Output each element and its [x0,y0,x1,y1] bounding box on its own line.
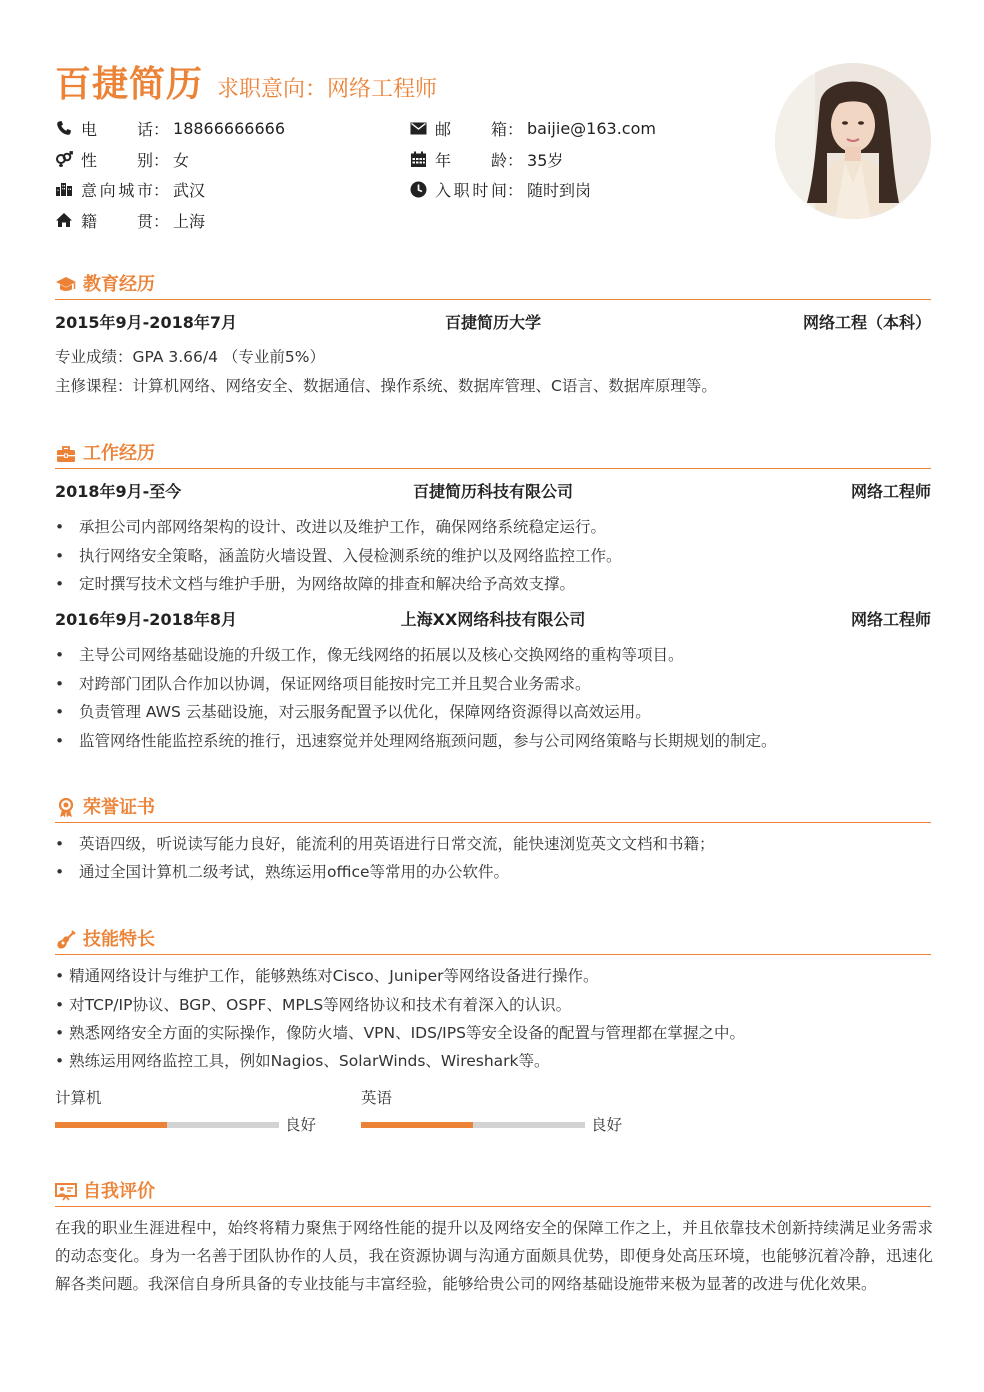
phone-label: 电话 [81,119,153,139]
info-city: 意向城市 ： 武汉 [55,178,205,200]
medal-icon [55,798,77,818]
email-label: 邮箱 [435,119,507,139]
skill-bar-fill [55,1122,167,1128]
section-work-header [55,443,931,469]
job-company: 百捷简历科技有限公司 [412,482,573,501]
section-education-header [55,274,931,300]
skill-bar [361,1122,585,1128]
skill-bar-name: 计算机 [55,1089,102,1107]
info-phone: 电话 ： 18866666666 [55,117,285,139]
resume-page: 百捷简历 求职意向：网络工程师 电话 ： 18866666666 性别 ： 女 意向城市 ： 武汉 籍贯 ： 上海 邮箱 ： baijie@163.com 年龄 ： 35岁 入职时间 ： 随时到岗 教育经历 2015年9月-2018年7月 百捷简历大学 网络工程（本科） 专业成绩：GPA 3.66/4 （专业前5%） 主修课程：计算机网络、网络安全、数据通信、操作系统、数据库管理、C语言、数据库原理等。 工作经历 2018年9月-至今 百捷简历科技有限公司 网络工程师 • 承担公司内部网络架构的设计、改进以及维护工作，确保网络系统稳定运行。 • 执行网络安全策略，涵盖防火墙设置、入侵检测系统的维护以及网络监控工作。 • 定时撰写技术文档与维护手册，为网络故障的排查和解决给予高效支撑。 2016年9月-2018年8月 上海XX网络科技有限公司 网络工程师 • 主导公司网络基础设施的升级工作，像无线网络的拓展以及核心交换网络的重构等项目。 • 对跨部门团队合作加以协调，保证网络项目能按时完工并且契合业务需求。 • 负责管理 AWS 云基础设施，对云服务配置予以优化，保障网络资源得以高效运用。 • 监管网络性能监控系统的推行，迅速察觉并处理网络瓶颈问题，参与公司网络策略与长期规划的制定。 荣誉证书 • 英语四级，听说读写能力良好，能流利的用英语进行日常交流，能快速浏览英文文档和书籍； • 通过全国计算机二级考试，熟练运用office等常用的办公软件。 技能特长 • 精通网络设计与维护工作，能够熟练对Cisco、Juniper等网络设备进行操作。 • 对TCP/IP协议、BGP、OSPF、MPLS等网络协议和技术有着深入的认识。 • 熟悉网络安全方面的实际操作，像防火墙、VPN、IDS/IPS等安全设备的配置与管理都在掌握之中。 • 熟练运用网络监控工具，例如Nagios、SolarWinds、Wireshark等。 计算机 良好 英语 良好 自我评价 在我的职业生涯进程中，始终将精力聚焦于网络性能的提升以及网络安全的保障工作之上，并且依靠技术创新持续满足业务需求的动态变化。身为一名善于团队协作的人员，我在资源协调与沟通方面颇具优势，即便身处高压环境，也能够沉着冷静，迅速化解各类问题。我深信自身所具备的专业技能与丰富经验，能够给贵公司的网络基础设施带来极为显著的改进与优化效果。 [0,0,984,1392]
section-education-title: 教育经历 [83,274,155,295]
phone-icon [55,119,73,137]
education-row [55,310,931,334]
city-label: 意向城市 [81,180,153,200]
section-skills-header [55,929,931,955]
skill-item: • 熟悉网络安全方面的实际操作，像防火墙、VPN、IDS/IPS等安全设备的配置与管理都在掌握之中。 [55,1024,745,1042]
phone-value: 18866666666 [173,118,285,138]
job-role: 网络工程师 [850,482,931,501]
gender-value: 女 [173,150,190,170]
job-period: 2016年9月-2018年8月 [55,610,237,629]
skill-bar [55,1122,279,1128]
info-email: 邮箱 ： baijie@163.com [409,117,656,139]
home-icon [55,211,73,229]
guitar-icon [55,930,77,950]
skill-bar-name: 英语 [361,1089,393,1107]
gender-label: 性别 [81,150,153,170]
education-major: 网络工程（本科） [802,313,931,332]
section-self-title: 自我评价 [83,1181,155,1202]
skill-item: • 熟练运用网络监控工具，例如Nagios、SolarWinds、Wireshark等。 [55,1052,550,1070]
presentation-icon [55,1182,77,1202]
candidate-name: 百捷简历 [55,64,204,105]
section-work-title: 工作经历 [83,443,155,464]
hometown-label: 籍贯 [81,211,153,231]
start-value: 随时到岗 [527,180,592,200]
age-label: 年龄 [435,150,507,170]
education-courses: 主修课程：计算机网络、网络安全、数据通信、操作系统、数据库管理、C语言、数据库原理等。 [55,377,717,395]
section-honors-header [55,797,931,823]
job-row [55,479,931,503]
clock-icon [409,180,427,198]
info-start: 入职时间 ： 随时到岗 [409,178,591,200]
education-gpa: 专业成绩：GPA 3.66/4 （专业前5%） [55,348,326,366]
section-skills-title: 技能特长 [83,929,155,950]
education-school: 百捷简历大学 [444,313,541,332]
email-value: baijie@163.com [527,118,656,138]
city-value: 武汉 [173,180,206,200]
job-intent: 求职意向：网络工程师 [217,77,438,102]
briefcase-icon [55,444,77,464]
self-evaluation-text: 在我的职业生涯进程中，始终将精力聚焦于网络性能的提升以及网络安全的保障工作之上，并且依靠技术创新持续满足业务需求的动态变化。身为一名善于团队协作的人员，我在资源协调与沟通方面颇具优势，即便身处高压环境，也能够沉着冷静，迅速化解各类问题。我深信自身所具备的专业技能与丰富经验，能够给贵公司的网络基础设施带来极为显著的改进与优化效果。 [55,1219,933,1293]
skill-item: • 对TCP/IP协议、BGP、OSPF、MPLS等网络协议和技术有着深入的认识。 [55,996,572,1014]
age-value: 35岁 [527,150,564,170]
info-gender: 性别 ： 女 [55,148,189,170]
info-age: 年龄 ： 35岁 [409,148,563,170]
job-company: 上海XX网络科技有限公司 [400,610,586,629]
job-period: 2018年9月-至今 [55,482,182,501]
mail-icon [409,119,427,137]
education-period: 2015年9月-2018年7月 [55,313,237,332]
graduation-cap-icon [55,275,77,295]
job-row [55,607,931,631]
city-icon [55,180,73,198]
hometown-value: 上海 [173,211,206,231]
profile-photo [775,63,931,219]
start-label: 入职时间 [435,180,507,200]
skill-item: • 精通网络设计与维护工作，能够熟练对Cisco、Juniper等网络设备进行操作。 [55,967,599,985]
skill-bar-label: 良好 [591,1116,623,1134]
skill-bar-fill [361,1122,473,1128]
skill-bar-label: 良好 [285,1116,317,1134]
section-honors-title: 荣誉证书 [83,797,155,818]
job-role: 网络工程师 [850,610,931,629]
info-hometown: 籍贯 ： 上海 [55,209,205,231]
section-self-header [55,1181,931,1207]
title-row [55,56,437,107]
calendar-icon [409,150,427,168]
gender-icon [55,150,73,168]
